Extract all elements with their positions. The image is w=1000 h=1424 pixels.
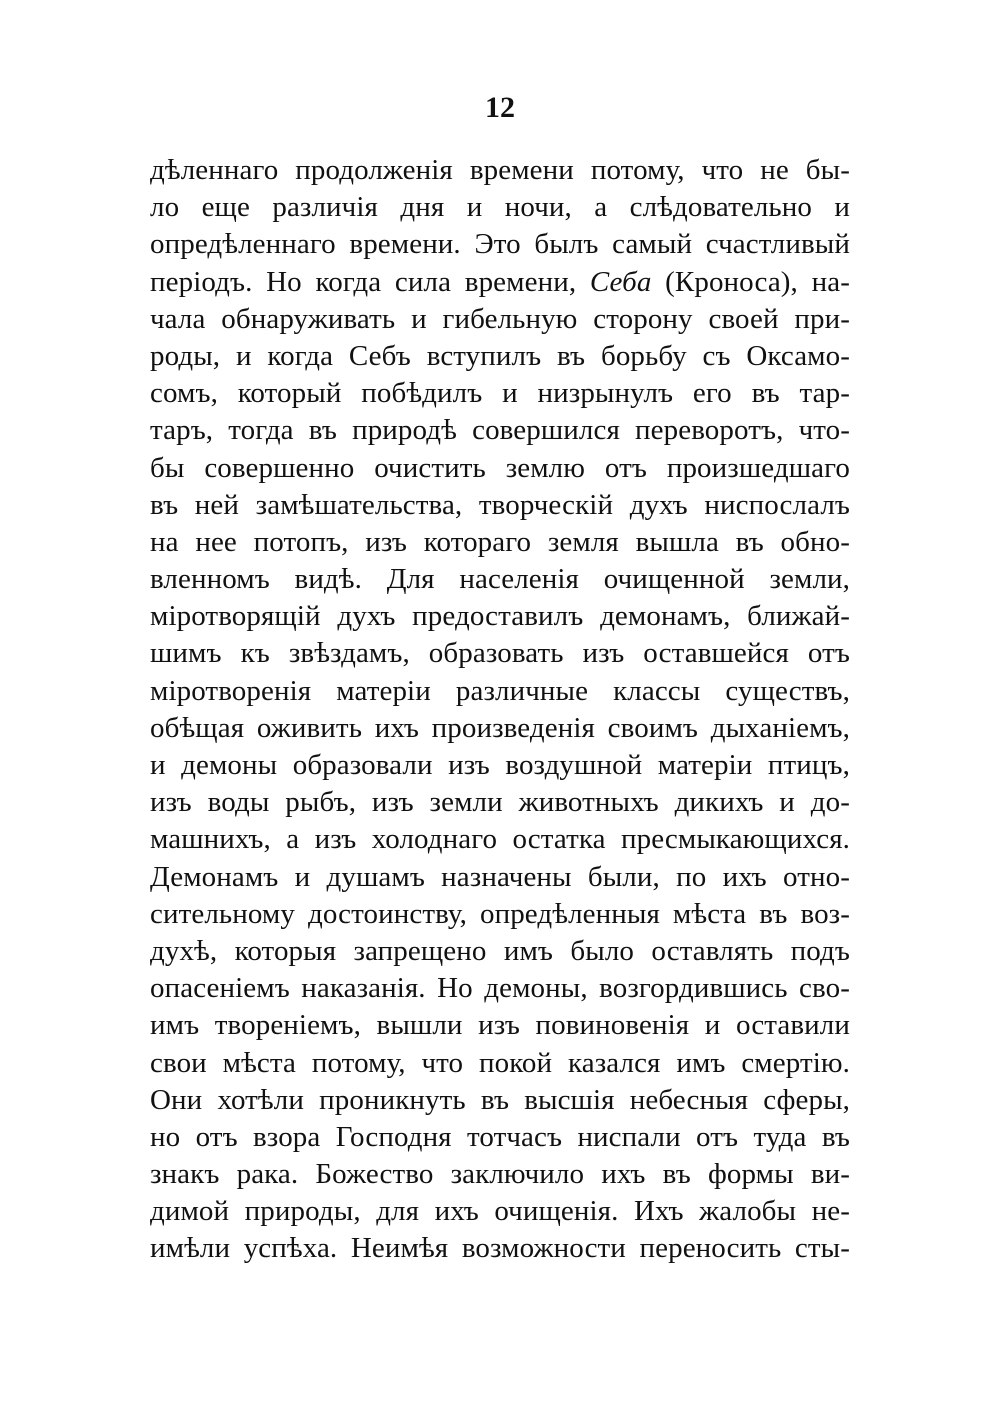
text-line: въ ней замѣшательства, творческій духъ ниспослалъ <box>150 488 850 521</box>
text-line: міротворенія матеріи различные классы существъ, <box>150 674 850 707</box>
text-line: димой природы, для ихъ очищенія. Ихъ жалобы не- <box>150 1195 850 1228</box>
text-line: дѣленнаго продолженія времени потому, что не бы- <box>150 154 850 186</box>
text-line: таръ, тогда въ природѣ совершился переворотъ, что- <box>150 414 850 447</box>
text-line: свои мѣста потому, что покой казался имъ смертію. <box>150 1046 850 1079</box>
text-line: ло еще различія дня и ночи, а слѣдовательно и <box>150 191 850 224</box>
text-line: сомъ, который побѣдилъ и низрынулъ его въ тар- <box>150 377 850 410</box>
text-line: машнихъ, а изъ холоднаго остатка пресмыкающихся. <box>150 823 850 856</box>
text-line: Демонамъ и душамъ назначены были, по ихъ отно- <box>150 860 850 893</box>
page-number: 12 <box>485 91 515 124</box>
text-segment: (Кроноса), на- <box>665 265 850 298</box>
text-line: духѣ, которыя запрещено имъ было оставлять подъ <box>150 934 850 967</box>
text-line: вленномъ видѣ. Для населенія очищенной земли, <box>150 563 850 596</box>
text-line: но отъ взора Господня тотчасъ ниспали отъ туда въ <box>150 1120 850 1153</box>
text-line: и демоны образовали изъ воздушной матеріи птицъ, <box>150 749 850 781</box>
text-line: міротворящій духъ предоставилъ демонамъ, ближай- <box>150 600 850 633</box>
body-text <box>150 152 850 1268</box>
text-line: Они хотѣли проникнуть въ высшія небесныя сферы, <box>150 1083 850 1116</box>
text-line: шимъ къ звѣздамъ, образовать изъ оставшейся отъ <box>150 637 850 670</box>
text-line: обѣщая оживить ихъ произведенія своимъ дыханіемъ, <box>150 711 850 744</box>
text-segment: періодъ. Но когда сила времени, <box>150 265 577 298</box>
text-line: сительному достоинству, опредѣленныя мѣста въ воз- <box>150 897 850 930</box>
text-line: имѣли успѣха. Неимѣя возможности переносить сты- <box>150 1232 850 1265</box>
text-line: роды, и когда Себъ вступилъ въ борьбу съ Оксамо- <box>150 339 850 372</box>
italic-name: Себа <box>589 265 652 298</box>
text-line <box>150 264 850 301</box>
text-line: чала обнаруживать и гибельную сторону своей при- <box>150 302 850 335</box>
text-line: изъ воды рыбъ, изъ земли животныхъ дикихъ и до- <box>150 786 850 819</box>
text-line: на нее потопъ, изъ котораго земля вышла въ обно- <box>150 525 850 558</box>
text-line: бы совершенно очистить землю отъ произшедшаго <box>150 451 850 484</box>
text-line: имъ твореніемъ, вышли изъ повиновенія и оставили <box>150 1009 850 1042</box>
text-line: опредѣленнаго времени. Это былъ самый счастливый <box>150 228 850 261</box>
text-line: знакъ рака. Божество заключило ихъ въ формы ви- <box>150 1158 850 1191</box>
text-line: опасеніемъ наказанія. Но демоны, возгордившись сво- <box>150 972 850 1005</box>
